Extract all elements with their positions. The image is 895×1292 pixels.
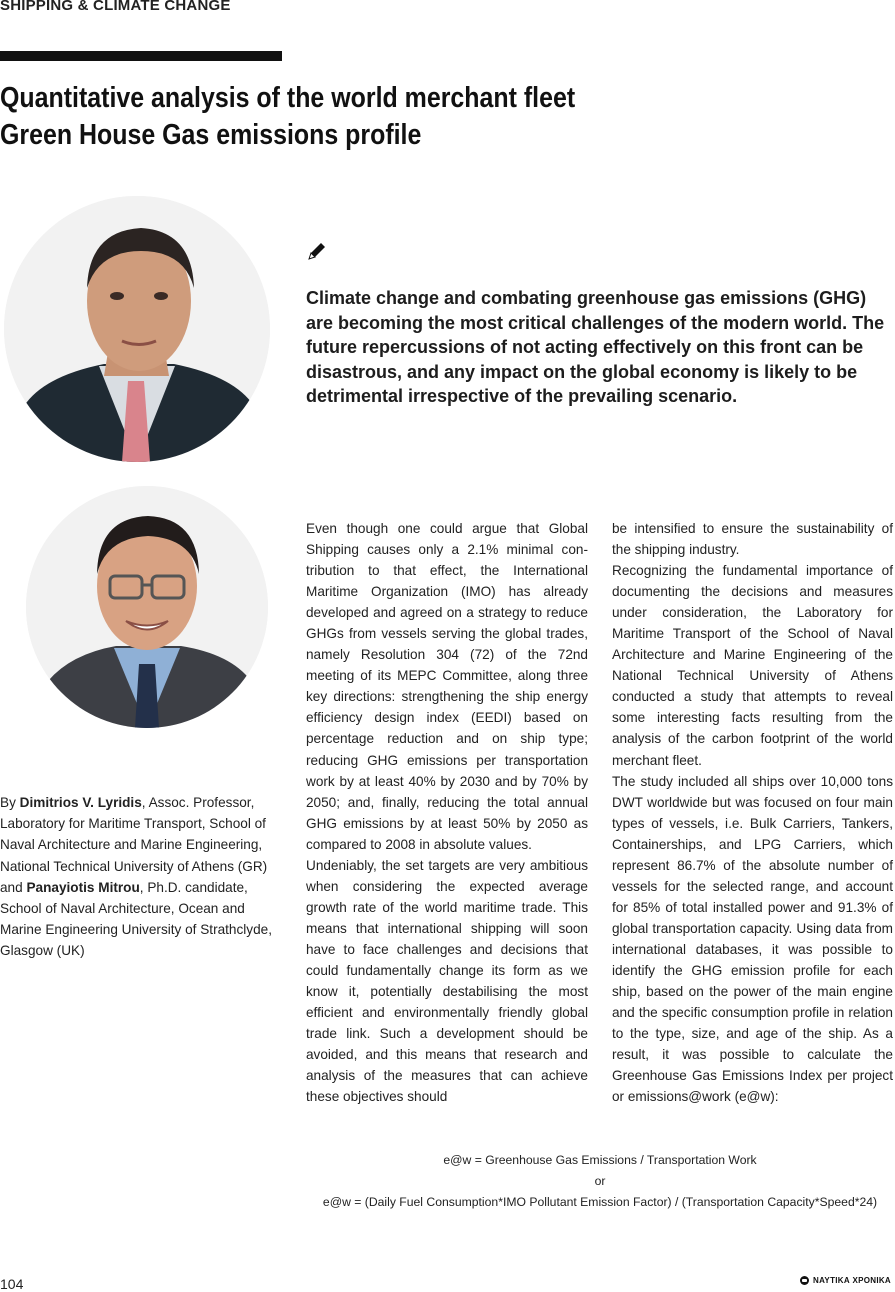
lead-paragraph: Climate change and combating greenhouse gas emissions (GHG) are becoming the most critical challenges of the modern world. The future repercussions of not acting effectively on this front can be disastrous, and any impact on the global economy is likely to be detrimental irrespective of the prevailing scenario. xyxy=(306,288,885,406)
body-paragraph: The study included all ships over 10,000 tons DWT worldwide but was focused on four main types of vessels, i.e. Bulk Carriers, Tankers, Containerships, and LPG Carriers, which represent 86.7% of the absolute number of vessels for the selected range, and account for 85% of total installed power and 91.3% of global transportation capacity. Using data from international databases, it was possible to identify the GHG emission profile for each ship, based on the power of the main engine and the specific consumption profile in relation to the type, size, and age of the ship. As a result, it was possible to calculate the Greenhouse Gas Emissions Index per project or emissions@work (e@w): xyxy=(612,773,893,1105)
section-rule xyxy=(0,51,282,61)
body-paragraph: be intensified to ensure the sustainability of the shipping industry. xyxy=(612,521,893,558)
article-title-line2: Green House Gas emissions profile xyxy=(0,119,422,151)
body-paragraph: Undeniably, the set targets are very ambitious when considering the expected average growth rate of the world maritime trade. This means that international shipping will soon have to face challenges and decisions that could fundamentally change its form as we know it, potentially destabilising the most efficient and environmentally friendly global trade link. Such a development should be avoided, and this means that research and analysis of the measures that can achieve these objectives should xyxy=(306,857,588,1105)
section-label: SHIPPING & CLIMATE CHANGE xyxy=(0,0,231,14)
article-title-line1: Quantitative analysis of the world merchant fleet xyxy=(0,82,576,114)
author1-description: , Assoc. Professor, Laboratory for Maritime Transport, School of Naval Architecture and Marine Engineering, National Technical University of Athens (GR) and xyxy=(0,795,268,895)
article-title xyxy=(0,80,576,154)
page-number: 104 xyxy=(0,1276,24,1292)
author2-description: , Ph.D. candidate, School of Naval Architecture, Ocean and Marine Engineering University of Strathclyde, Glasgow (UK) xyxy=(0,879,273,959)
formula-or: or xyxy=(594,1174,606,1188)
byline xyxy=(0,792,290,962)
author2-name: Panayiotis Mitrou xyxy=(26,879,140,895)
formula-1: e@w = Greenhouse Gas Emissions / Transportation Work xyxy=(443,1153,757,1167)
author1-portrait xyxy=(4,196,270,462)
brand-name: ΝΑΥΤΙΚΑ ΧΡΟΝΙΚΑ xyxy=(813,1276,891,1285)
body-paragraph: Recognizing the fundamental importance of documenting the decisions and measures under consideration, the Laboratory for Maritime Transport of the School of Naval Architecture and Marine Engineering of the National Technical University of Athens conducted a study that attempts to reveal some interesting facts resulting from the analysis of the carbon footprint of the world merchant fleet. xyxy=(612,563,893,768)
publication-brand xyxy=(800,1276,891,1285)
brand-logo-icon xyxy=(800,1276,809,1285)
body-column-2 xyxy=(612,518,893,1107)
body-paragraph: Even though one could argue that Global Shipping causes only a 2.1% minimal contribution to that effect, the International Maritime Organization (IMO) has already developed and agreed on a strategy to reduce GHGs from vessels serving the global trades, namely Resolution 304 (72) of the 72nd meeting of its MEPC Committee, along three key directions: strengthening the ship energy efficiency design index (EEDI) based on percentage reduction and on ship type; reducing GHG emissions per transportation work by at least 40% by 2030 and by 70% by 2050; and, finally, reducing the total annual GHG emissions by at least 50% by 2050 as compared to 2008 in absolute values. xyxy=(306,521,588,852)
author1-name: Dimitrios V. Lyridis xyxy=(19,795,142,810)
body-column-1 xyxy=(306,518,588,1107)
formula-2: e@w = (Daily Fuel Consumption*IMO Pollutant Emission Factor) / (Transportation Capacity*Speed*24) xyxy=(322,1195,878,1209)
author2-portrait xyxy=(26,486,268,728)
pen-icon xyxy=(306,240,328,262)
byline-prefix: By xyxy=(0,795,20,810)
